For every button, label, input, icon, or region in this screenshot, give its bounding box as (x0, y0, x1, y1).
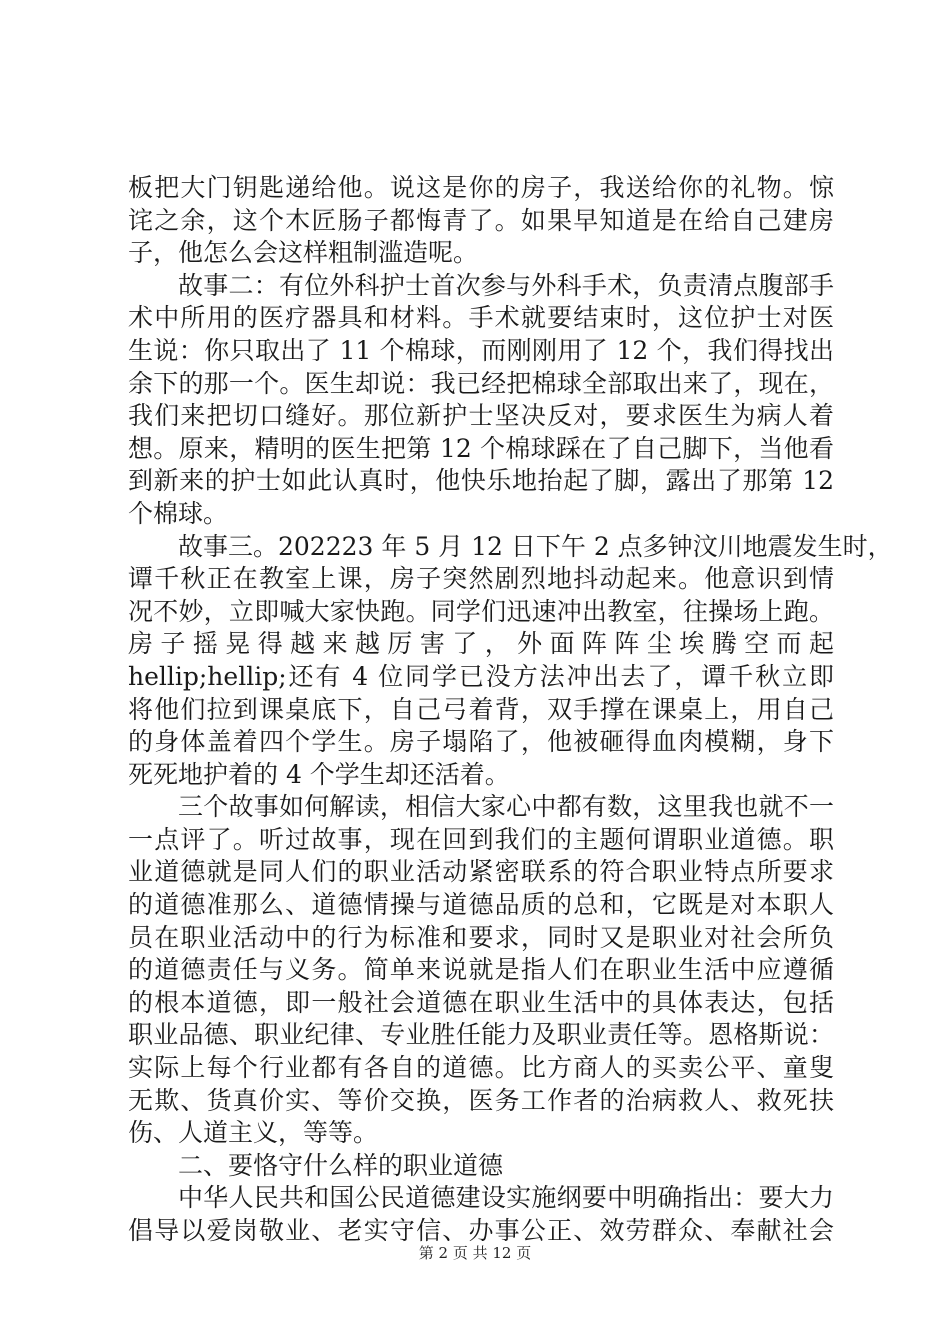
text-line: 谭千秋正在教室上课，房子突然剧烈地抖动起来。他意识到情 (128, 564, 834, 594)
text-line: 的身体盖着四个学生。房子塌陷了，他被砸得血肉模糊，身下 (128, 727, 834, 757)
page-number-footer: 第 2 页 共 12 页 (418, 1244, 532, 1262)
text-line: 三个故事如何解读，相信大家心中都有数，这里我也就不一 (178, 792, 834, 822)
text-line: 我们来把切口缝好。那位新护士坚决反对，要求医生为病人着 (128, 401, 834, 431)
text-line: 的道德责任与义务。简单来说就是指人们在职业生活中应遵循 (128, 955, 834, 985)
text-line: 无欺、货真价实、等价交换，医务工作者的治病救人、救死扶 (128, 1085, 834, 1115)
text-line: 职业品德、职业纪律、专业胜任能力及职业责任等。恩格斯说： (128, 1020, 834, 1050)
text-line: 倡导以爱岗敬业、老实守信、办事公正、效劳群众、奉献社会 (128, 1216, 834, 1245)
text-line: 子，他怎么会这样粗制滥造呢。 (128, 238, 479, 268)
text-line: 伤、人道主义，等等。 (128, 1118, 379, 1148)
text-line: 一点评了。听过故事，现在回到我们的主题何谓职业道德。职 (128, 824, 834, 854)
text-line: 故事二：有位外科护士首次参与外科手术，负责清点腹部手 (178, 270, 834, 300)
text-line: 员在职业活动中的行为标准和要求，同时又是职业对社会所负 (128, 922, 834, 952)
text-line: 板把大门钥匙递给他。说这是你的房子，我送给你的礼物。惊 (128, 173, 834, 202)
text-line: 诧之余，这个木匠肠子都悔青了。如果早知道是在给自己建房 (128, 205, 834, 235)
text-line: 房子摇晃得越来越厉害了，外面阵阵尘埃腾空而起 (128, 629, 834, 659)
text-line: 实际上每个行业都有各自的道德。比方商人的买卖公平、童叟 (128, 1053, 834, 1083)
text-line: 术中所用的医疗器具和材料。手术就要结束时，这位护士对医 (128, 303, 834, 333)
text-line: 生说：你只取出了 11 个棉球，而刚刚用了 12 个，我们得找出 (128, 335, 834, 365)
document-body (128, 172, 893, 1248)
text-line: 故事三。202223 年 5 月 12 日下午 2 点多钟汶川地震发生时， (178, 531, 893, 561)
text-line: 死死地护着的 4 个学生却还活着。 (128, 759, 510, 789)
text-line: 将他们拉到课桌底下，自己弓着背，双手撑在课桌上，用自己 (128, 694, 834, 724)
text-line: 业道德就是同人们的职业活动紧密联系的符合职业特点所要求 (128, 857, 834, 887)
text-line: 个棉球。 (128, 498, 229, 528)
text-line: 中华人民共和国公民道德建设实施纲要中明确指出：要大力 (178, 1183, 834, 1213)
text-line: 想。原来，精明的医生把第 12 个棉球踩在了自己脚下，当他看 (128, 433, 834, 463)
text-line: 况不妙，立即喊大家快跑。同学们迅速冲出教室，往操场上跑。 (128, 596, 834, 626)
section-heading: 二、要恪守什么样的职业道德 (178, 1150, 504, 1180)
text-line: 的道德准那么、道德情操与道德品质的总和，它既是对本职人 (128, 890, 834, 920)
text-line: 的根本道德，即一般社会道德在职业生活中的具体表达，包括 (128, 987, 834, 1017)
text-line: 到新来的护士如此认真时，他快乐地抬起了脚，露出了那第 12 (128, 466, 834, 496)
text-line: hellip;hellip;还有 4 位同学已没方法冲出去了，谭千秋立即 (128, 661, 834, 691)
text-line: 余下的那一个。医生却说：我已经把棉球全部取出来了，现在， (128, 368, 834, 398)
